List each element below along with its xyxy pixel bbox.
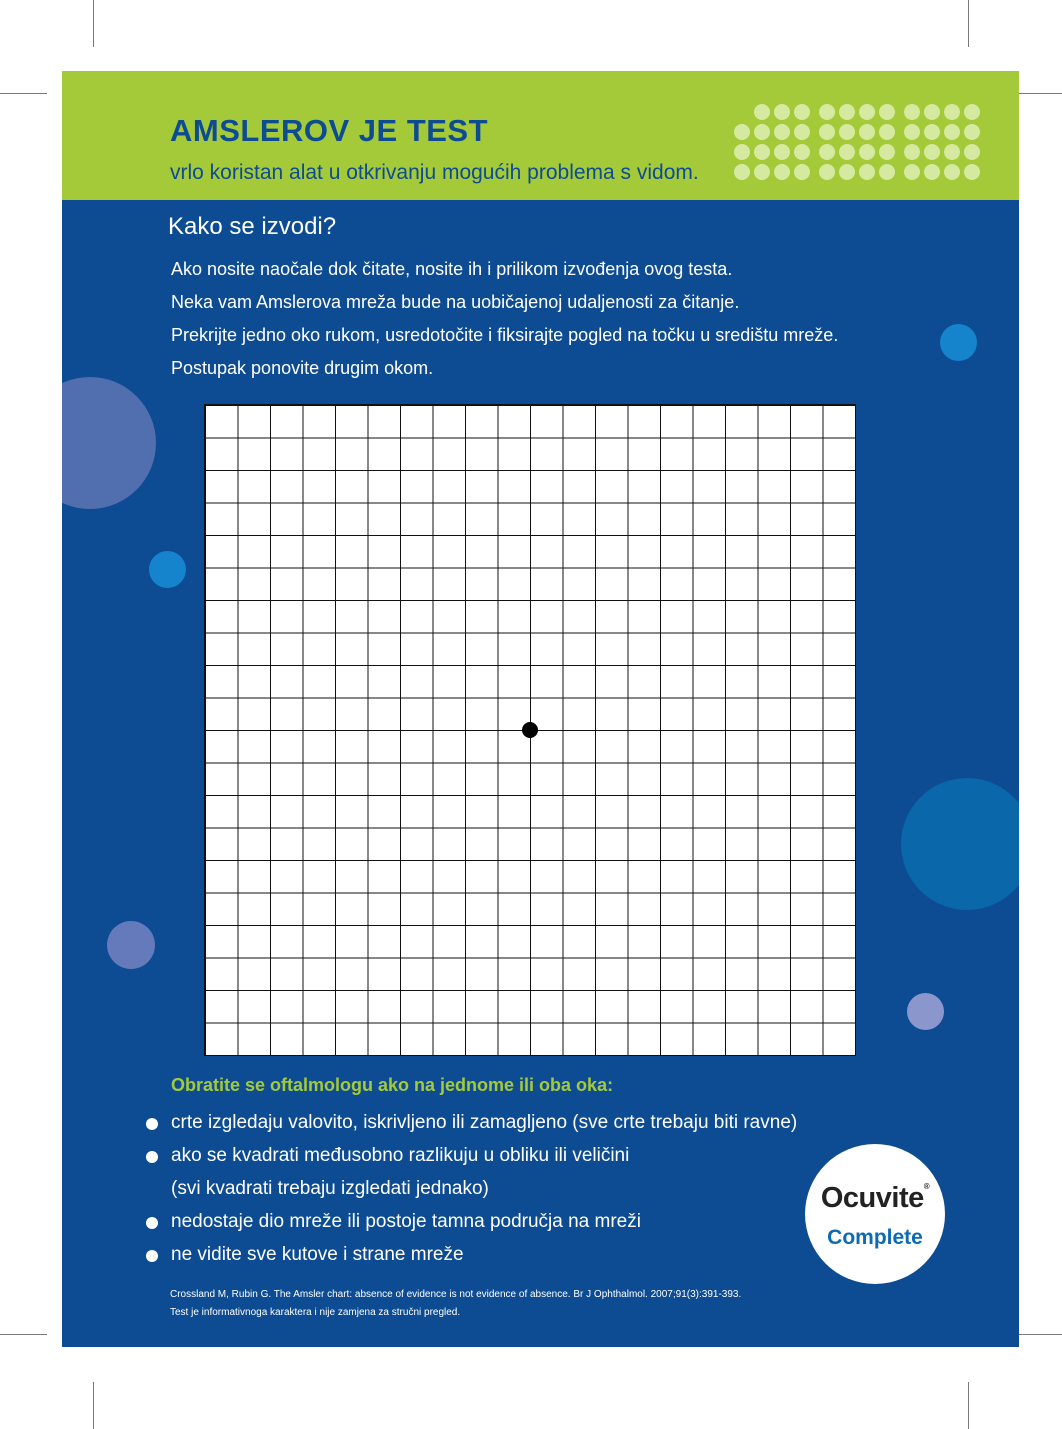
crop-mark [1013, 93, 1062, 94]
pattern-dot [924, 124, 940, 140]
pattern-dot [964, 144, 980, 160]
pattern-dot [794, 144, 810, 160]
pattern-dot [819, 124, 835, 140]
fixation-dot [522, 722, 538, 738]
logo-brand: Ocuvite® [820, 1182, 930, 1214]
pattern-dot [944, 124, 960, 140]
pattern-dot [794, 124, 810, 140]
instruction-line: Postupak ponovite drugim okom. [171, 358, 434, 378]
decorative-circle [940, 324, 977, 361]
ocuvite-logo [805, 1144, 945, 1284]
pattern-dot [839, 144, 855, 160]
pattern-dot [879, 144, 895, 160]
list-item [146, 1243, 797, 1276]
pattern-dot [879, 124, 895, 140]
page-title: AMSLEROV JE TEST [170, 113, 489, 148]
pattern-dot [734, 164, 750, 180]
pattern-dot [904, 124, 920, 140]
pattern-dot [754, 144, 770, 160]
pattern-dot [734, 124, 750, 140]
pattern-dot [839, 124, 855, 140]
decorative-circle [62, 377, 156, 509]
list-item-text: (svi kvadrati trebaju izgledati jednako) [171, 1178, 489, 1199]
pattern-dot [774, 164, 790, 180]
reference-line: Test je informativnoga karaktera i nije zamjena za stručni pregled. [170, 1307, 461, 1318]
pattern-dot [754, 104, 770, 120]
pattern-dot [964, 164, 980, 180]
pattern-dot [879, 104, 895, 120]
pattern-dot [819, 164, 835, 180]
list-item [146, 1111, 797, 1144]
pattern-dot [924, 164, 940, 180]
bullet-icon [146, 1250, 158, 1262]
amsler-card [62, 71, 1019, 1347]
decorative-circle [901, 778, 1019, 910]
instruction-line: Neka vam Amslerova mreža bude na uobičajenoj udaljenosti za čitanje. [171, 292, 740, 312]
pattern-dot [839, 164, 855, 180]
symptom-list [146, 1111, 797, 1276]
crop-mark [0, 1334, 47, 1335]
bullet-icon [146, 1151, 158, 1163]
pattern-dot [859, 164, 875, 180]
pattern-dot [839, 104, 855, 120]
pattern-dot [964, 124, 980, 140]
pattern-dot [924, 144, 940, 160]
pattern-dot [794, 104, 810, 120]
instructions-list [171, 257, 838, 389]
pattern-dot [754, 164, 770, 180]
references [170, 1286, 741, 1322]
page-subtitle: vrlo koristan alat u otkrivanju mogućih problema s vidom. [170, 161, 699, 184]
list-item [146, 1210, 797, 1243]
pattern-dot [944, 144, 960, 160]
crop-mark [93, 0, 94, 47]
warning-title: Obratite se oftalmologu ako na jednome ili oba oka: [171, 1075, 614, 1095]
pattern-dot [904, 164, 920, 180]
decorative-circle [107, 921, 155, 969]
pattern-dot [774, 104, 790, 120]
list-item-text: ne vidite sve kutove i strane mreže [171, 1244, 464, 1265]
list-item-text: nedostaje dio mreže ili postoje tamna područja na mreži [171, 1211, 641, 1232]
amsler-grid [204, 404, 856, 1056]
crop-mark [93, 1382, 94, 1429]
pattern-dot [924, 104, 940, 120]
pattern-dot [879, 164, 895, 180]
logo-subtitle: Complete [827, 1226, 923, 1249]
pattern-dot [774, 124, 790, 140]
pattern-dot [859, 144, 875, 160]
pattern-dot [904, 144, 920, 160]
section-title: Kako se izvodi? [168, 213, 337, 240]
bullet-icon [146, 1118, 158, 1130]
pattern-dot [754, 124, 770, 140]
instruction-line: Prekrijte jedno oko rukom, usredotočite i fiksirajte pogled na točku u središtu mreže. [171, 325, 839, 345]
list-item [146, 1144, 797, 1177]
pattern-dot [819, 104, 835, 120]
decorative-circle [149, 551, 186, 588]
pattern-dot [944, 164, 960, 180]
pattern-dot [859, 104, 875, 120]
crop-mark [1013, 1334, 1062, 1335]
pattern-dot [774, 144, 790, 160]
list-item-text: crte izgledaju valovito, iskrivljeno ili zamagljeno (sve crte trebaju biti ravne) [171, 1112, 798, 1133]
pattern-dot [964, 104, 980, 120]
list-item-text: ako se kvadrati međusobno razlikuju u obliku ili veličini [171, 1145, 630, 1166]
reference-line: Crossland M, Rubin G. The Amsler chart: absence of evidence is not evidence of absence. Br J Ophthalmol. 2007;91(3):391-393. [170, 1289, 742, 1300]
header-band [62, 71, 1019, 200]
pattern-dot [904, 104, 920, 120]
decorative-circle [907, 993, 944, 1030]
pattern-dot [734, 144, 750, 160]
crop-mark [968, 0, 969, 47]
instruction-line: Ako nosite naočale dok čitate, nosite ih i prilikom izvođenja ovog testa. [171, 259, 733, 279]
list-item-continuation [146, 1177, 797, 1210]
pattern-dot [819, 144, 835, 160]
pattern-dot [859, 124, 875, 140]
pattern-dot [794, 164, 810, 180]
pattern-dot [944, 104, 960, 120]
crop-mark [968, 1382, 969, 1429]
bullet-icon [146, 1217, 158, 1229]
crop-mark [0, 93, 47, 94]
